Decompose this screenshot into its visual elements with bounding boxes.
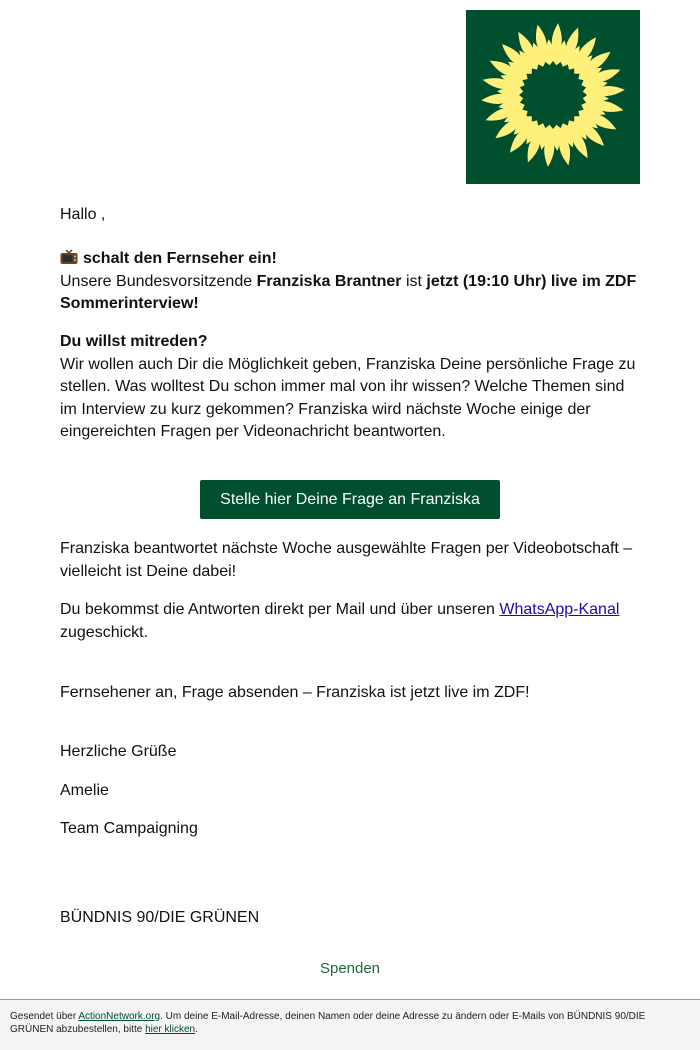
whatsapp-channel-link[interactable]: WhatsApp-Kanal [499,601,620,618]
closing-line: Fernsehener an, Frage absenden – Franziska ist jetzt live im ZDF! [60,684,530,701]
actionnetwork-link[interactable]: ActionNetwork.org [78,1011,161,1022]
footer-text [0,1000,700,1036]
organization-name: BÜNDNIS 90/DIE GRÜNEN [60,909,260,926]
mitreden-body: Wir wollen auch Dir die Möglichkeit geben, Franziska Deine persönliche Frage zu stellen. Was wolltest Du schon immer mal von ihr wissen? Welche Themen sind im Interview zu kurz gekommen? Franziska wird nächste Woche einige der eingereichten Fragen per Videonachricht beantworten. [60,355,636,440]
signoff-greeting: Herzliche Grüße [60,743,177,760]
footer-suffix: . [195,1024,198,1035]
intro-paragraph [60,248,640,316]
signoff-name: Amelie [60,782,109,799]
delivery-text: Du bekommst die Antworten direkt per Mail und über unseren [60,601,500,618]
unsubscribe-link[interactable]: hier klicken [145,1024,196,1035]
ask-question-button[interactable]: Stelle hier Deine Frage an Franziska [200,480,500,519]
footer-prefix: Gesendet über [10,1011,79,1022]
television-icon [60,249,78,265]
party-logo [466,10,640,184]
footer-middle: . Um deine E-Mail-Adresse, deinen Namen oder deine Adresse zu ändern oder E-Mails von BÜNDNIS 90/DIE GRÜNEN abzubestellen, bitte [10,1011,646,1035]
live-notice: jetzt (19:10 Uhr) live im ZDF Sommerinterview! [60,272,637,312]
greeting: Hallo , [60,206,106,223]
intro-text-mid: ist [401,272,427,290]
sunflower-icon [466,10,640,184]
intro-text: Unsere Bundesvorsitzende [60,272,257,290]
footer [0,999,700,1050]
delivery-paragraph [60,599,640,644]
delivery-suffix: zugeschickt. [60,623,149,641]
mitreden-heading: Du willst mitreden? [60,333,208,350]
donate-link[interactable]: Spenden [319,960,381,977]
chair-name: Franziska Brantner [256,272,402,290]
intro-headline: schalt den Fernseher ein! [83,250,277,267]
signoff-team: Team Campaigning [60,820,198,837]
answer-paragraph: Franziska beantwortet nächste Woche ausgewählte Fragen per Videobotschaft – vielleicht ist Deine dabei! [60,540,633,580]
mitreden-paragraph [60,331,640,444]
